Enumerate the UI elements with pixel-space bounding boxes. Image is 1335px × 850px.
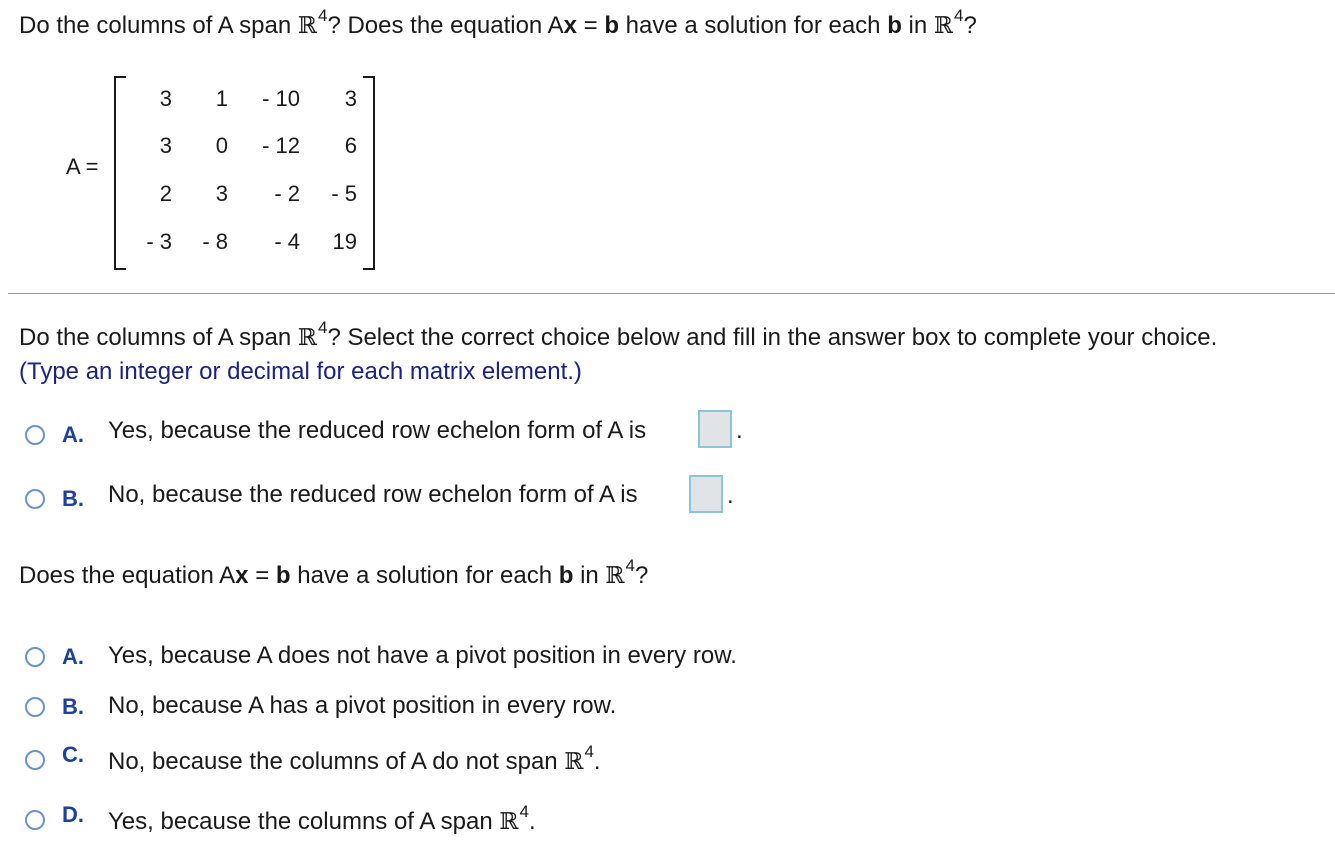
matrix-cell: - 12 — [262, 133, 300, 158]
q2-option-a-text: Yes, because A does not have a pivot position in every row. — [108, 642, 737, 669]
q2-option-d-text: Yes, because the columns of A span ℝ$^4$. — [108, 802, 536, 835]
q2-radio-d[interactable] — [25, 810, 45, 830]
q1-hint: (Type an integer or decimal for each matrix element.) — [19, 358, 582, 385]
matrix-cell: - 3 — [146, 229, 172, 254]
matrix-cell: 1 — [215, 86, 228, 111]
q2-option-b-text: No, because A has a pivot position in every row. — [108, 692, 617, 719]
question-text: Do the columns of A span ℝ$^4$? Does the equation Ax = b have a solution for each b in ℝ$^4$? — [19, 6, 977, 39]
matrix-right-bracket — [363, 76, 375, 270]
q2-option-c-text: No, because the columns of A do not span ℝ$^4$. — [108, 742, 601, 775]
matrix-cell: - 5 — [331, 181, 357, 206]
matrix-cell: - 8 — [202, 229, 228, 254]
matrix-cell: 2 — [159, 181, 172, 206]
q2-radio-c[interactable] — [25, 750, 45, 770]
matrix-cell: 19 — [332, 229, 357, 254]
q1-answer-box-a[interactable] — [698, 410, 732, 448]
matrix-cell: 6 — [344, 133, 357, 158]
q1-option-a-text: Yes, because the reduced row echelon form of A is — [108, 417, 647, 444]
q1-option-b-period: . — [727, 482, 734, 509]
q2-radio-b[interactable] — [25, 697, 45, 717]
matrix-cell: 0 — [215, 133, 228, 158]
q2-prompt: Does the equation Ax = b have a solution for each b in ℝ$^4$? — [19, 556, 649, 589]
matrix-cell: - 2 — [274, 181, 300, 206]
q2-letter-b: B. — [62, 694, 84, 719]
q2-letter-a: A. — [62, 644, 84, 669]
q1-option-b-text: No, because the reduced row echelon form of A is — [108, 481, 638, 508]
matrix-cell: - 10 — [262, 86, 300, 111]
q1-radio-a[interactable] — [25, 425, 45, 445]
q1-answer-box-b[interactable] — [689, 475, 723, 513]
matrix-cell: - 4 — [274, 229, 300, 254]
matrix-label: A = — [66, 154, 99, 179]
section-divider — [8, 293, 1335, 294]
q1-radio-b[interactable] — [25, 489, 45, 509]
matrix-cell: 3 — [159, 86, 172, 111]
q1-option-a-period: . — [736, 417, 743, 444]
q2-letter-d: D. — [62, 802, 84, 827]
matrix-cell: 3 — [344, 86, 357, 111]
q2-letter-c: C. — [62, 742, 84, 767]
matrix-cell: 3 — [159, 133, 172, 158]
q1-prompt: Do the columns of A span ℝ$^4$? Select the correct choice below and fill in the answer box to complete your choice. — [19, 318, 1218, 351]
q1-letter-a: A. — [62, 422, 84, 447]
q1-letter-b: B. — [62, 486, 84, 511]
q2-radio-a[interactable] — [25, 647, 45, 667]
matrix-cell: 3 — [215, 181, 228, 206]
